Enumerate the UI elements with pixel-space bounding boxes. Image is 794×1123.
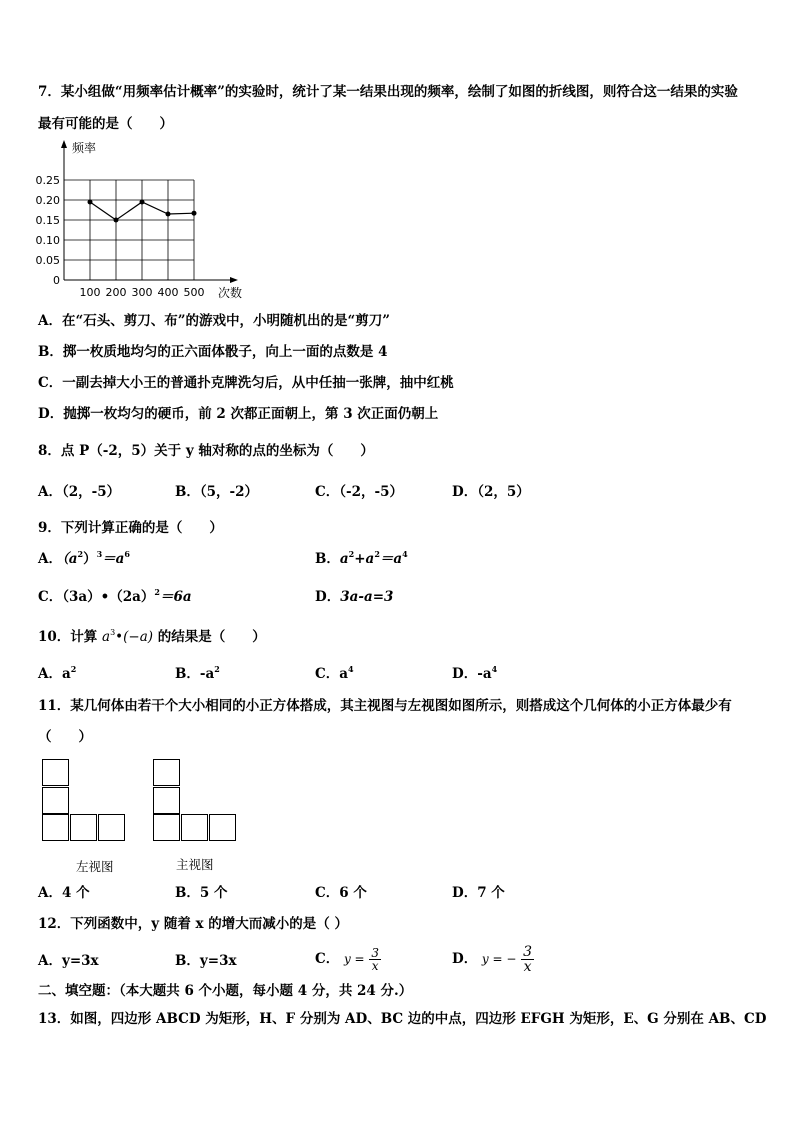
section-heading: 二、填空题：（本大题共 6 个小题，每小题 4 分，共 24 分.） [38,983,413,999]
q12-option-a: A．y=3x [38,953,99,969]
q7-option-b: B．掷一枚质地均匀的正六面体骰子，向上一面的点数是 4 [38,344,388,360]
q11-option-c: C．6 个 [315,885,367,901]
q12-option-d: D． y = − $\frac{3}{x}$ [452,944,533,975]
y-tick-label: 0 [53,274,60,287]
q11-stem-line2: （ ） [38,729,92,745]
x-tick-label: 400 [157,286,179,299]
q7-option-a: A．在“石头、剪刀、布”的游戏中，小明随机出的是“剪刀” [38,313,391,329]
left-view-caption: 左视图 [76,859,114,874]
front-view-figure [153,759,239,843]
left-view-cube [42,759,69,786]
q7-stem-line1: 7．某小组做“用频率估计概率”的实验时，统计了某一结果出现的频率，绘制了如图的折线图，则符合这一结果的实验 [38,84,738,100]
q8-stem: 8．点 P（-2，5）关于 y 轴对称的点的坐标为（ ） [38,443,374,459]
y-tick-label: 0.25 [35,174,60,187]
x-axis-label: 次数 [218,286,243,300]
q8-option-d: D．（2，5） [452,484,530,500]
front-view-caption: 主视图 [176,857,214,872]
data-point [192,211,197,216]
q10-option-d: D．$-a^4$ [452,664,498,682]
q7-option-c: C．一副去掉大小王的普通扑克牌洗匀后，从中任抽一张牌，抽中红桃 [38,375,454,391]
x-axis-arrow [230,277,238,283]
frequency-line-chart [30,138,260,303]
y-tick-label: 0.15 [35,214,60,227]
front-view-cube [153,814,180,841]
front-view-cube [153,759,180,786]
x-tick-label: 100 [79,286,101,299]
q8-option-b: B．（5，-2） [175,484,259,500]
y-tick-label: 0.10 [35,234,60,247]
q9-option-b: B．$a^2+a^2=a^4$ [315,549,408,567]
data-point [140,200,145,205]
q11-option-b: B．5 个 [175,885,228,901]
y-tick-label: 0.20 [35,194,60,207]
q9-option-c: C．$(3a)•(2a)^2=6a$ [38,587,192,605]
q12-option-b: B．y=3x [175,953,237,969]
data-point [166,212,171,217]
x-tick-label: 300 [131,286,153,299]
q11-option-d: D．7 个 [452,885,505,901]
front-view-cube [209,814,236,841]
q11-stem-line1: 11．某几何体由若干个大小相同的小正方体搭成，其主视图与左视图如图所示，则搭成这个几何体的小正方体最少有 [38,698,732,714]
front-view-cube [153,787,180,814]
y-axis-arrow [61,140,67,148]
left-view-figure [42,759,128,843]
y-axis-label: 频率 [72,141,97,155]
left-view-cube [42,814,69,841]
q12-stem: 12．下列函数中，y 随着 x 的增大而减小的是（ ） [38,916,348,932]
q7-stem-line2: 最有可能的是（ ） [38,116,173,132]
q9-option-d: D．3a-a=3 [315,589,394,605]
q11-option-a: A．4 个 [38,885,90,901]
q10-stem: 10．计算 $a^3•(-a)$ 的结果是（ ） [38,628,266,645]
q8-option-c: C．（-2，-5） [315,484,403,500]
data-point [114,218,119,223]
q10-option-c: C．$a^4$ [315,664,354,682]
q10-option-a: A．$a^2$ [38,664,77,682]
y-tick-label: 0.05 [35,254,60,267]
left-view-cube [42,787,69,814]
q13-stem: 13．如图，四边形 ABCD 为矩形，H、F 分别为 AD、BC 边的中点，四边形 EFGH 为矩形，E、G 分别在 AB、CD [38,1011,767,1027]
q7-option-d: D．抛掷一枚均匀的硬币，前 2 次都正面朝上，第 3 次正面仍朝上 [38,406,439,422]
front-view-cube [181,814,208,841]
q10-option-b: B．$-a^2$ [175,664,220,682]
data-point [88,200,93,205]
x-tick-label: 200 [105,286,127,299]
q9-stem: 9．下列计算正确的是（ ） [38,520,223,536]
q8-option-a: A．（2，-5） [38,484,121,500]
x-tick-label: 500 [183,286,205,299]
left-view-cube [98,814,125,841]
left-view-cube [70,814,97,841]
q12-option-c: C． y = $\frac{3}{x}$ [315,946,379,973]
q9-option-a: A．$(a^2)^3=a^6$ [38,549,130,567]
